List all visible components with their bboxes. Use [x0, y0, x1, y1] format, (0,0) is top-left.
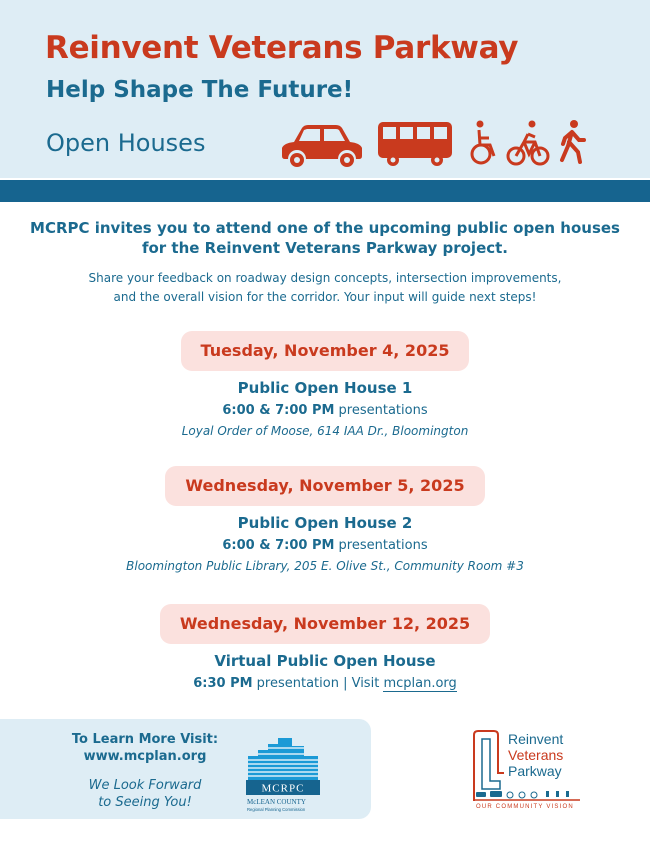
intro-headline-line: MCRPC invites you to attend one of the upcoming public open houses — [30, 219, 620, 237]
event-virtual-open-house — [0, 604, 650, 693]
mcplan-link[interactable]: mcplan.org — [383, 676, 457, 691]
pedestrian-icon — [562, 120, 584, 162]
mcrpc-logo — [244, 734, 322, 814]
wheelchair-icon — [472, 121, 494, 164]
car-icon — [282, 125, 362, 167]
event-time-bold: 6:30 PM — [193, 676, 253, 691]
intro-headline — [0, 218, 650, 258]
event-time-rest: presentation | Visit — [252, 676, 384, 691]
bicycle-icon — [508, 121, 548, 165]
event-open-house-2 — [0, 466, 650, 575]
page-subtitle: Help Shape The Future! — [46, 77, 354, 103]
event-name: Virtual Public Open House — [214, 652, 436, 670]
mcrpc-logo-commission: Regional Planning Commission — [247, 807, 306, 812]
bus-icon — [378, 122, 452, 166]
page-title: Reinvent Veterans Parkway — [45, 30, 519, 66]
event-venue: Loyal Order of Moose, 614 IAA Dr., Bloomington — [181, 424, 469, 438]
reinvent-veterans-parkway-logo — [470, 729, 590, 811]
event-date-badge: Wednesday, November 5, 2025 — [165, 466, 484, 506]
event-time — [0, 675, 650, 693]
learn-more-text — [40, 731, 250, 765]
event-time — [0, 402, 650, 420]
intro-body — [0, 269, 650, 307]
rvp-logo-line1: Reinvent — [508, 731, 564, 747]
website-link[interactable]: www.mcplan.org — [83, 749, 207, 764]
event-name: Public Open House 2 — [237, 514, 413, 532]
event-name: Public Open House 1 — [237, 379, 413, 397]
event-date-badge: Wednesday, November 12, 2025 — [160, 604, 490, 644]
mcrpc-logo-county: McLEAN COUNTY — [247, 798, 306, 806]
event-time-rest: presentations — [334, 538, 428, 553]
rvp-logo-tagline: OUR COMMUNITY VISION — [476, 804, 574, 810]
event-time-bold: 6:00 & 7:00 PM — [222, 403, 335, 418]
intro-headline-line: for the Reinvent Veterans Parkway project. — [141, 239, 509, 257]
transport-icons — [282, 118, 592, 170]
mcrpc-logo-name: MCRPC — [261, 782, 305, 795]
event-time — [0, 537, 650, 555]
intro-body-line: Share your feedback on roadway design concepts, intersection improvements, — [88, 271, 562, 285]
header-divider-band — [0, 180, 650, 202]
closing-message-line: We Look Forward — [88, 778, 202, 793]
intro-body-line: and the overall vision for the corridor. Your input will guide next steps! — [113, 290, 537, 304]
closing-message — [40, 777, 250, 811]
learn-more-label: To Learn More Visit: — [71, 732, 219, 747]
event-time-bold: 6:00 & 7:00 PM — [222, 538, 335, 553]
event-venue: Bloomington Public Library, 205 E. Olive St., Community Room #3 — [126, 559, 524, 573]
event-date-badge: Tuesday, November 4, 2025 — [181, 331, 470, 371]
section-label: Open Houses — [46, 129, 206, 157]
rvp-logo-line2: Veterans — [508, 747, 564, 763]
closing-message-line: to Seeing You! — [98, 795, 192, 810]
event-open-house-1 — [0, 331, 650, 440]
event-time-rest: presentations — [334, 403, 428, 418]
rvp-logo-line3: Parkway — [508, 763, 562, 779]
